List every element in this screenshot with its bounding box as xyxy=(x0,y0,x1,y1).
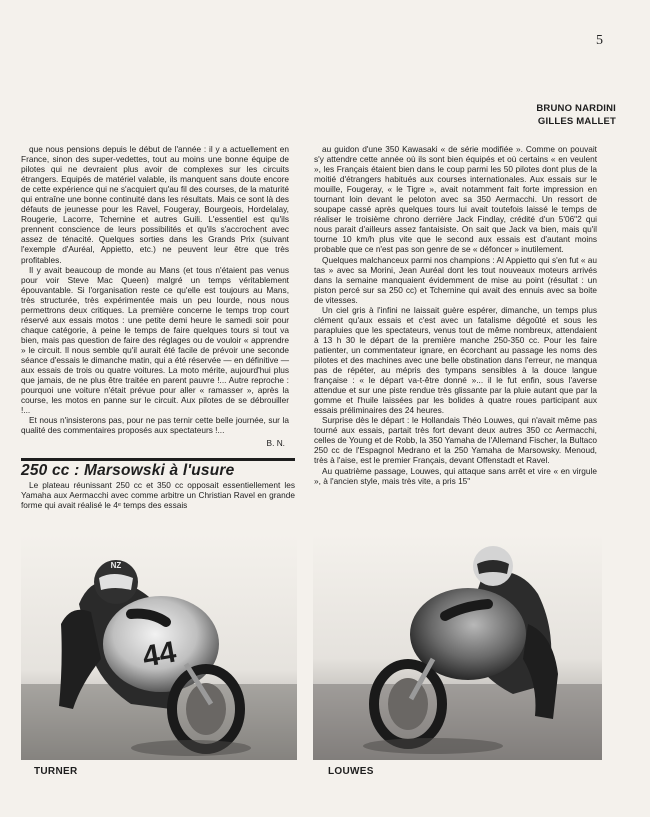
paragraph: Quelques malchanceux parmi nos champions : Al Appietto qui s'en fut « au tas » avec sa Morini, Jean Auréal dont les tout nouveaux moteurs arrivés dans la semaine manquaient évidemment de mise au point (résultat : un piston percé sur sa 250 cc) et Tchernine qui avait des ennuis avec sa boite de vitesses. xyxy=(314,254,597,305)
photo-caption: TURNER xyxy=(34,766,78,777)
section-heading: 250 cc : Marsowski à l'usure xyxy=(21,458,295,480)
helmet-text: NZ xyxy=(110,561,122,570)
photo-caption: LOUWES xyxy=(328,766,374,777)
paragraph: Au quatrième passage, Louwes, qui attaque sans arrêt et vire « en virgule », à l'ancien style, mais très vite, a pris 15" xyxy=(314,465,597,486)
paragraph: Surprise dès le départ : le Hollandais Théo Louwes, qui n'avait même pas tourné aux essais, partait très fort devant deux autres 350 cc Aermacchi, celles de Young et de Robb, la 350 Yamaha de l'Allemand Fischer, la Bultaco 250 cc de l'Espagnol Medrano et la 250 Yamaha de Marsowsky. Menoud, très à l'aise, est le premier Français, devant Offenstadt et Ravel. xyxy=(314,415,597,466)
paragraph: Et nous n'insisterons pas, pour ne pas ternir cette belle journée, sur la qualité des commentaires proposés aux spectateurs !... xyxy=(21,415,289,436)
paragraph: Un ciel gris à l'infini ne laissait guère espérer, dimanche, un temps plus clément qu'aux essais et c'est avec un fatalisme dégoûté et sous les parapluies que les spectateurs, venus tout de même nombreux, attendaient à 13 h 30 le départ de la première manche 250-350 cc. Pour les faire patienter, un commentateur ignare, en écorchant au passage les noms des pilotes et des machines avec une belle obstination dans l'erreur, ne manqua pas de répéter, au mépris des tympans sensibles à la douce langue française : « le départ va-t-être donné »... il le fut enfin, sous l'averse attendue et sur une piste rendue très glissante par la pluie autant que par la gomme et l'huile laissées par les bolides à quatre roues participant aux essais préliminaires des 24 heures. xyxy=(314,304,597,416)
paragraph: Le plateau réunissant 250 cc et 350 cc opposait essentiellement les Yamaha aux Aermacchi avec comme arbitre un Christian Ravel en grande forme qui avait réalisé le 4ᵉ temps des essais xyxy=(21,480,295,511)
author-name: GILLES MALLET xyxy=(537,116,616,127)
paragraph: que nous pensions depuis le début de l'année : il y a actuellement en France, sinon des super-vedettes, tout au moins une bonne équipe de pilotes qui ne devraient plus avoir de complexes sur les circuits étrangers. Equipés de matériel valable, ils manquent sans doute encore de cette expérience qui ne s'acquiert qu'au fil des courses, de la maturité qui entraîne une bonne continuité dans les résultats. Mais ce sont là des défauts de jeunesse pour les Ravel, Fougeray, Bourgeois, Hordelalay, Rougerie, Lacorre, Tchernine et autres Guili. L'essentiel est qu'ils prennent conscience de leurs possibilités et qu'ils s'accrochent avec assez de ténacité. Quelques sorties dans les Grands Prix (suivant l'exemple d'Auréal, Appietto, etc.) ne peuvent leur être que très profitables. xyxy=(21,144,289,265)
author-name: BRUNO NARDINI xyxy=(536,103,616,114)
race-number: 44 xyxy=(140,635,179,674)
photo-turner xyxy=(21,534,297,760)
page-number: 5 xyxy=(596,33,603,48)
section-lead xyxy=(21,480,295,510)
motorcycle-photo xyxy=(21,534,297,760)
motorcycle-photo xyxy=(313,534,602,760)
paragraph: au guidon d'une 350 Kawasaki « de série modifiée ». Comme on pouvait s'y attendre cette année où ils sont bien équipés et où certains « en veulent », les Français étaient bien dans le coup parmi les 50 pilotes dont plus de la moitié d'étrangers habitués aux courses internationales. Aux essais sur le mouille, Fougeray, « le Tigre », avait notamment fait forte impression en tournant loin devant le peloton avec sa 350 Aermacchi. Un ressort de soupape cassé après quelques tours lui avait toutefois laissé le temps de réaliser le troisième chrono derrière Jack Findlay, crédité d'un 5'06"2 qui nous parait d'ailleurs assez fantaisiste. On sait que Jack va bien, mais qu'il tourne 10 km/h plus vite que le second aux essais est d'autant moins probable que ce n'est pas son genre de se « défoncer » inutilement. xyxy=(314,144,597,255)
byline xyxy=(536,102,616,128)
left-column xyxy=(21,144,289,448)
right-column xyxy=(314,144,597,486)
paragraph: Il y avait beaucoup de monde au Mans (et tous n'étaient pas venus pour voir Steve Mac Queen) malgré un temps véritablement épouvantable. Si l'organisation reste ce qu'elle est toujours au Mans, très structurée, très expérimentée mais un peu lourde, nous nous permettrons deux critiques. La première concerne le temps trop court réservé aux essais motos : une petite demi heure le samedi soir pour chaque catégorie, à peine le temps de faire quelques tours si tout va bien, mais pas question de faire des réglages ou de vouloir « apprendre » le circuit. Il nous semble qu'il aurait été facile de prévoir une seconde séance d'essais le dimanche matin, qui a été réservée — en définitive — aux essais de trois ou quatre voitures. La moto mérite, aujourd'hui plus que jamais, de ne plus être traitée en parent pauvre !... Autre reproche : pourquoi une voiture n'était prévue pour aller « ramasser », après la course, les motos en panne sur le circuit. Aux pilotes de se débrouiller !... xyxy=(21,264,289,416)
photo-louwes xyxy=(313,534,602,760)
signature: B. N. xyxy=(266,438,285,449)
